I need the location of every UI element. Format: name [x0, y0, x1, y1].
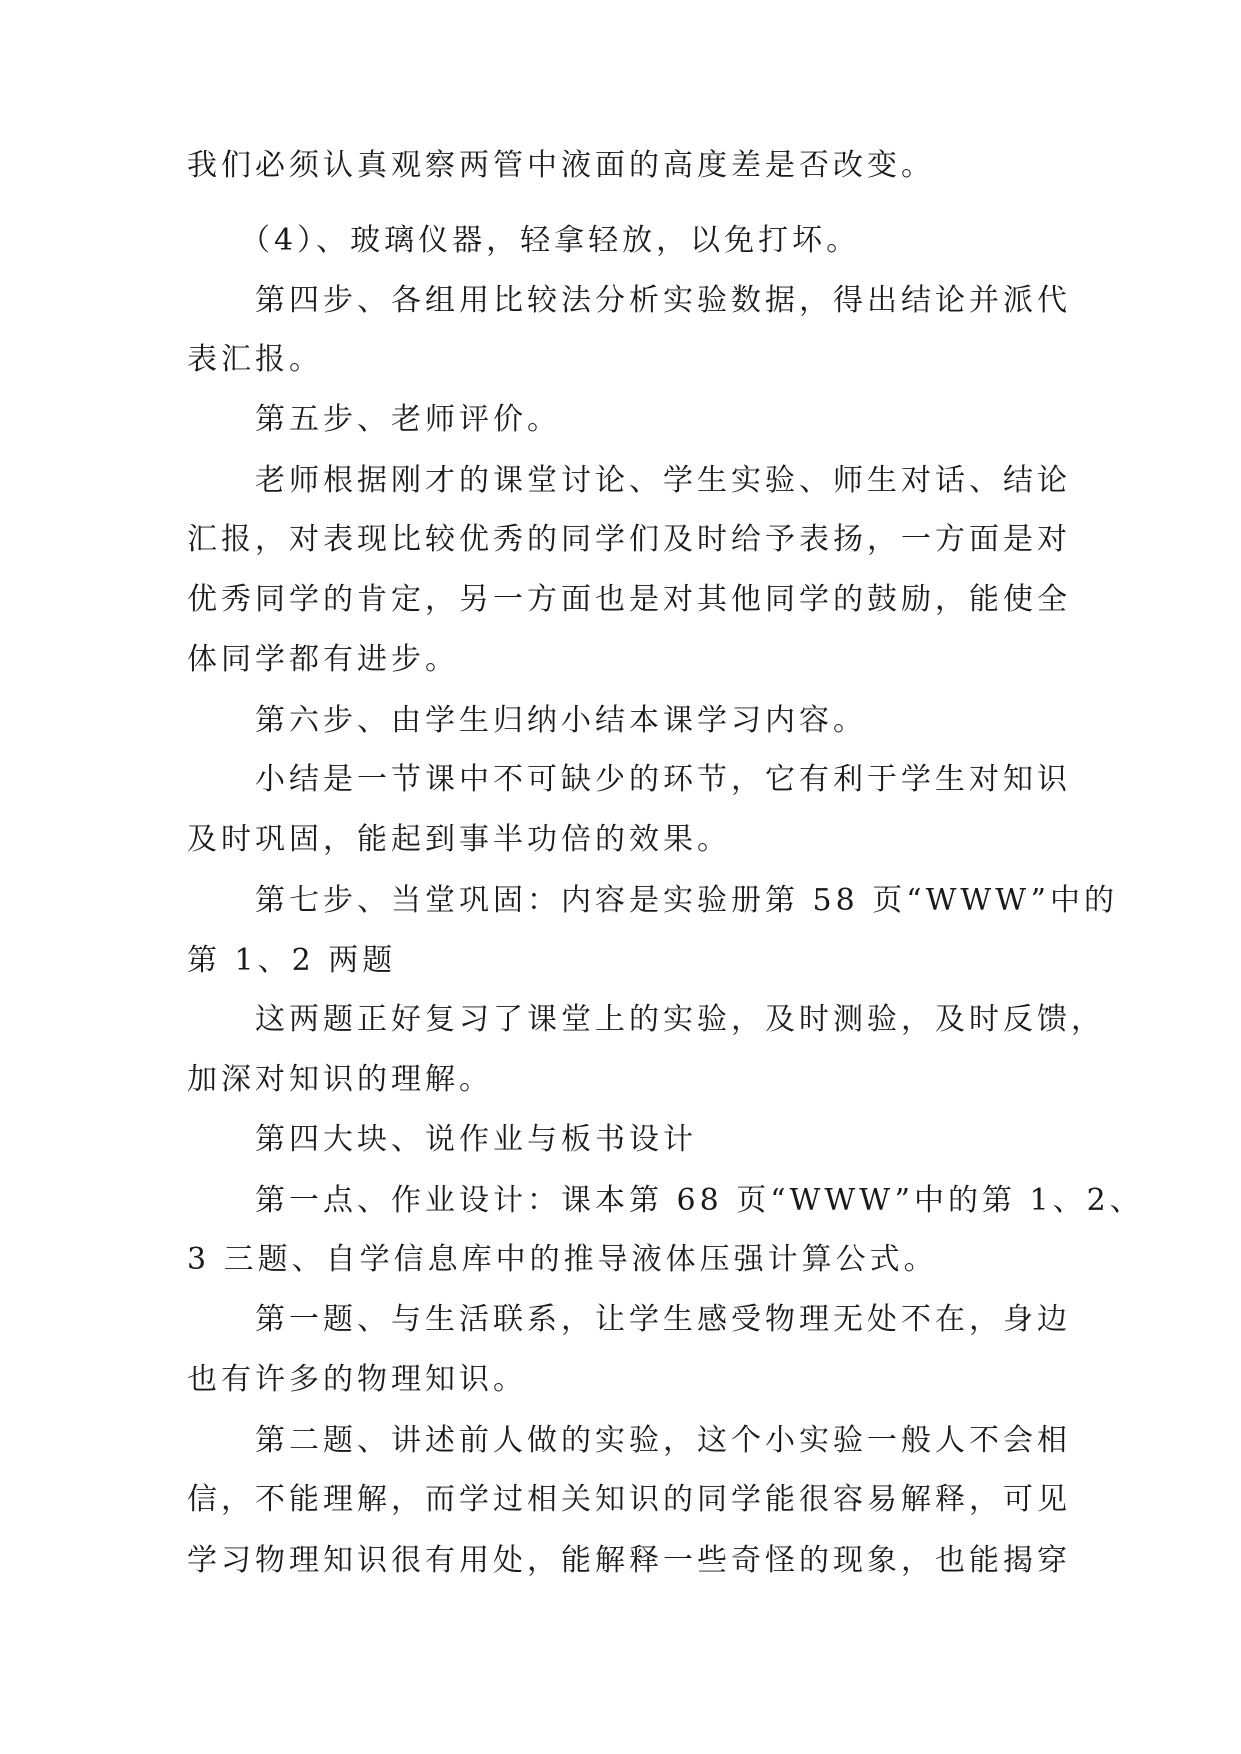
text-line: 第 1、2 两题 — [187, 943, 397, 978]
text-line: 我们必须认真观察两管中液面的高度差是否改变。 — [187, 148, 935, 183]
text-line: 第七步、当堂巩固：内容是实验册第 58 页“WWW”中的 — [255, 883, 1118, 918]
text-line: 这两题正好复习了课堂上的实验，及时测验，及时反馈， — [255, 1002, 1105, 1037]
text-line: 学习物理知识很有用处，能解释一些奇怪的现象，也能揭穿 — [187, 1543, 1071, 1578]
text-line: 第五步、老师评价。 — [255, 402, 561, 437]
text-line: 汇报，对表现比较优秀的同学们及时给予表扬，一方面是对 — [187, 522, 1071, 557]
text-line: 优秀同学的肯定，另一方面也是对其他同学的鼓励，能使全 — [187, 582, 1071, 617]
text-line: 也有许多的物理知识。 — [187, 1362, 527, 1397]
text-line: 3 三题、自学信息库中的推导液体压强计算公式。 — [187, 1242, 938, 1277]
text-line: （4）、玻璃仪器，轻拿轻放，以免打坏。 — [240, 223, 861, 258]
text-line: 第六步、由学生归纳小结本课学习内容。 — [255, 703, 867, 738]
text-line: 小结是一节课中不可缺少的环节，它有利于学生对知识 — [255, 762, 1071, 797]
text-line: 第四步、各组用比较法分析实验数据，得出结论并派代 — [255, 283, 1071, 318]
text-line: 信，不能理解，而学过相关知识的同学能很容易解释，可见 — [187, 1482, 1071, 1517]
text-line: 第二题、讲述前人做的实验，这个小实验一般人不会相 — [255, 1423, 1071, 1458]
text-line: 第一题、与生活联系，让学生感受物理无处不在，身边 — [255, 1302, 1071, 1337]
text-line: 加深对知识的理解。 — [187, 1062, 493, 1097]
text-line: 第四大块、说作业与板书设计 — [255, 1122, 697, 1157]
text-line: 体同学都有进步。 — [187, 642, 459, 677]
text-line: 老师根据刚才的课堂讨论、学生实验、师生对话、结论 — [255, 463, 1071, 498]
text-line: 及时巩固，能起到事半功倍的效果。 — [187, 822, 731, 857]
text-line: 第一点、作业设计：课本第 68 页“WWW”中的第 1、2、 — [255, 1183, 1144, 1218]
text-line: 表汇报。 — [187, 342, 323, 377]
